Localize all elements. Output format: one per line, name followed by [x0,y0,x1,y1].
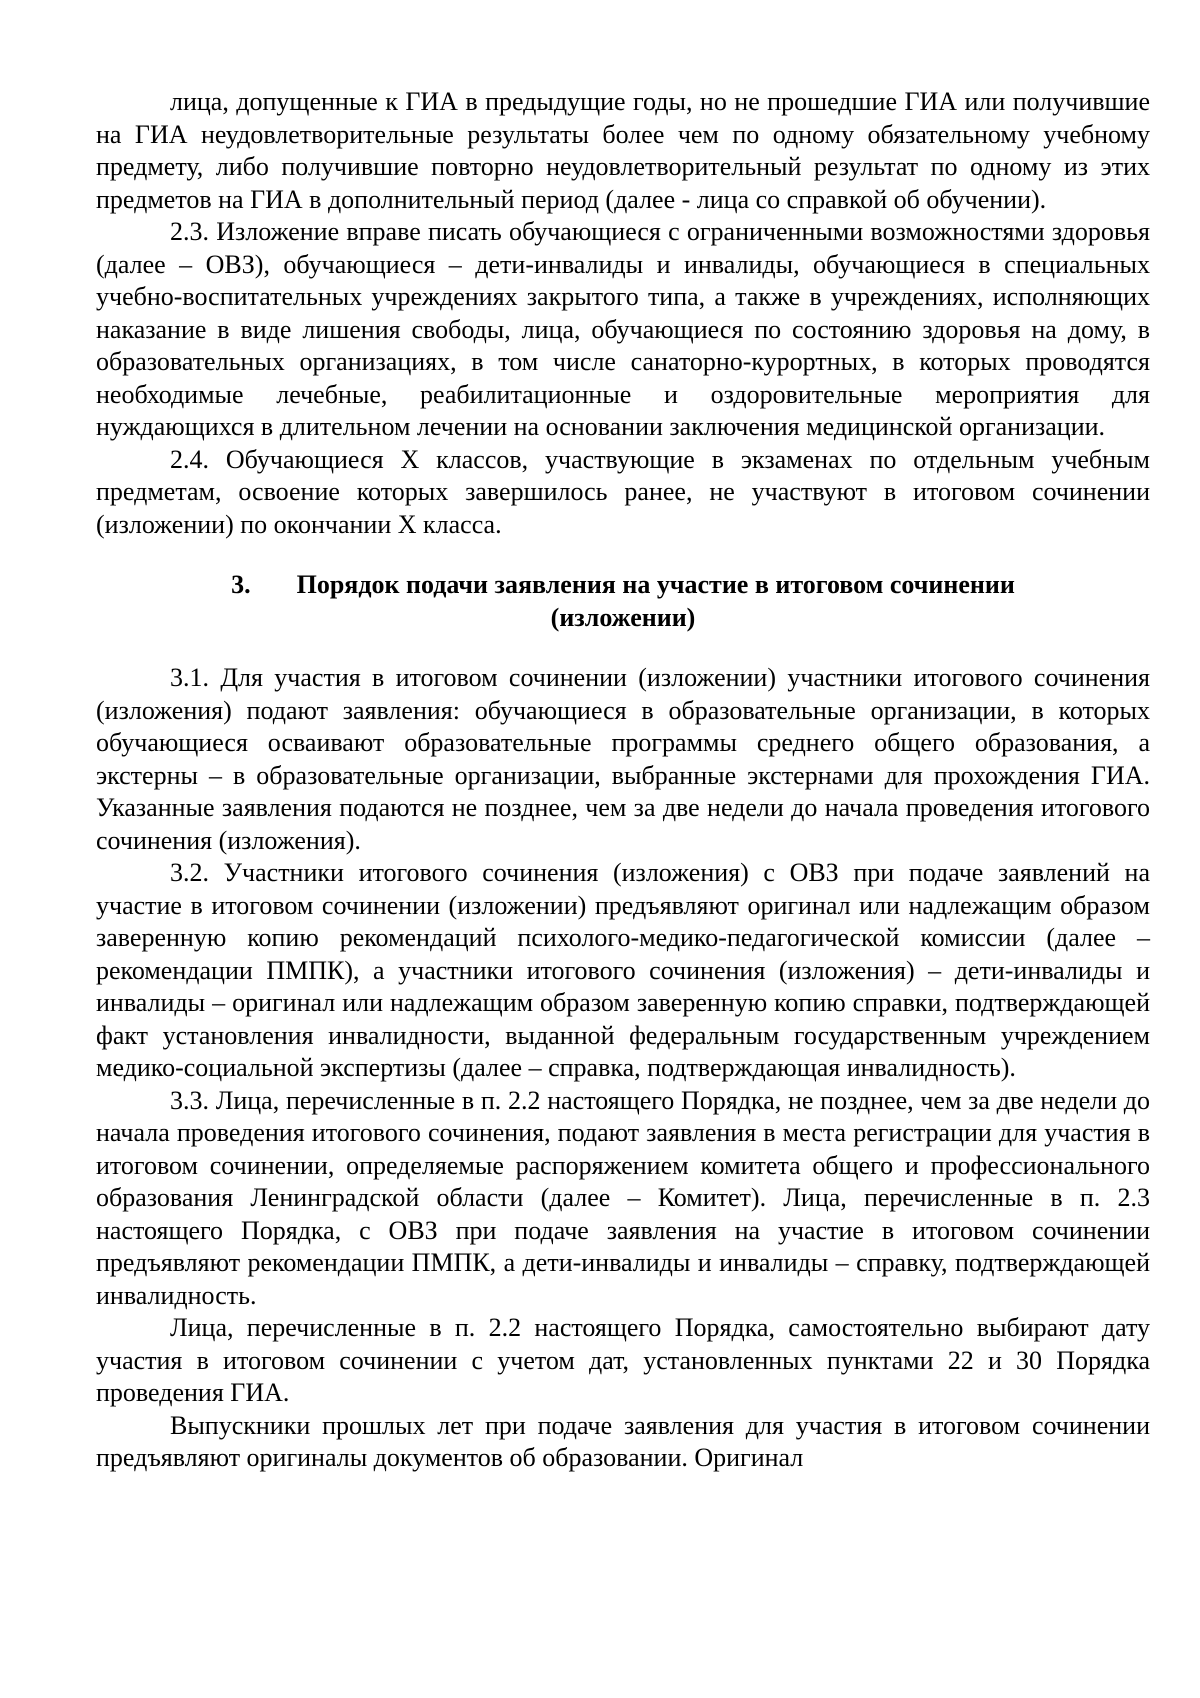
paragraph-3-3: 3.3. Лица, перечисленные в п. 2.2 настоящего Порядка, не позднее, чем за две недели до начала проведения итогового сочинения, подают заявления в места регистрации для участия в итоговом сочинении, определяемые распоряжением комитета общего и профессионального образования Ленинградской области (далее – Комитет). Лица, перечисленные в п. 2.3 настоящего Порядка, с ОВЗ при подаче заявления на участие в итоговом сочинении предъявляют рекомендации ПМПК, а дети-инвалиды и инвалиды – справку, подтверждающей инвалидность. [96,1085,1150,1310]
paragraph-3-3-graduates: Выпускники прошлых лет при подаче заявления для участия в итоговом сочинении предъявляют оригиналы документов об образовании. Оригинал [96,1410,1150,1472]
paragraph-3-2: 3.2. Участники итогового сочинения (изложения) с ОВЗ при подаче заявлений на участие в итоговом сочинении (изложении) предъявляют оригинал или надлежащим образом заверенную копию рекомендаций психолого-медико-педагогической комиссии (далее – рекомендации ПМПК), а участники итогового сочинения (изложения) – дети-инвалиды и инвалиды – оригинал или надлежащим образом заверенную копию справки, подтверждающей факт установления инвалидности, выданной федеральным государственным учреждением медико-социальной экспертизы (далее – справка, подтверждающая инвалидность). [96,858,1150,1082]
paragraph-3-1: 3.1. Для участия в итоговом сочинении (изложении) участники итогового сочинения (изложения) подают заявления: обучающиеся в образовательные организации, в которых обучающиеся осваивают образовательные программы среднего общего образования, а экстерны – в образовательные организации, выбранные экстернами для прохождения ГИА. Указанные заявления подаются не позднее, чем за две недели до начала проведения итогового сочинения (изложения). [96,663,1150,855]
document-page [96,86,1150,1475]
section-number: 3. [231,570,251,599]
section-title: Порядок подачи заявления на участие в итоговом сочинении (изложении) [296,570,1015,632]
paragraph-3-3-dates: Лица, перечисленные в п. 2.2 настоящего Порядка, самостоятельно выбирают дату участия в итоговом сочинении с учетом дат, установленных пунктами 22 и 30 Порядка проведения ГИА. [96,1313,1150,1407]
section-heading [96,569,1150,634]
paragraph-2-4: 2.4. Обучающиеся X классов, участвующие в экзаменах по отдельным учебным предметам, освоение которых завершилось ранее, не участвуют в итоговом сочинении (изложении) по окончании X класса. [96,444,1150,539]
paragraph-2-2-continuation: лица, допущенные к ГИА в предыдущие годы, но не прошедшие ГИА или получившие на ГИА неудовлетворительные результаты более чем по одному обязательному учебному предмету, либо получившие повторно неудовлетворительный результат по одному из этих предметов на ГИА в дополнительный период (далее - лица со справкой об обучении). [96,87,1150,214]
paragraph-2-3: 2.3. Изложение вправе писать обучающиеся с ограниченными возможностями здоровья (далее – ОВЗ), обучающиеся – дети-инвалиды и инвалиды, обучающиеся в специальных учебно-воспитательных учреждениях закрытого типа, а также в учреждениях, исполняющих наказание в виде лишения свободы, лица, обучающиеся по состоянию здоровья на дому, в образовательных организациях, в том числе санаторно-курортных, в которых проводятся необходимые лечебные, реабилитационные и оздоровительные мероприятия для нуждающихся в длительном лечении на основании заключения медицинской организации. [96,217,1150,441]
